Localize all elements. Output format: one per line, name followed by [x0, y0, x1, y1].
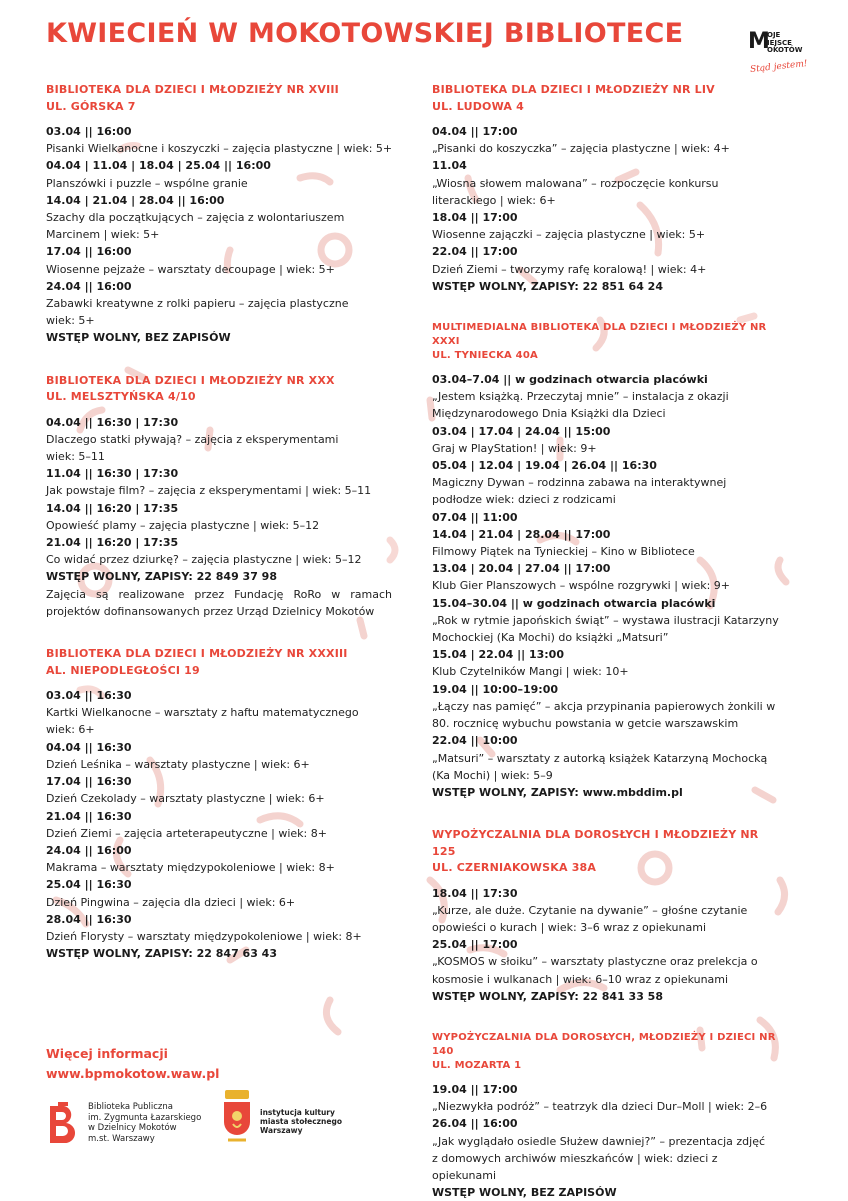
event-description: „Pisanki do koszyczka” – zajęcia plastyczne | wiek: 4+	[432, 142, 730, 156]
library-section	[46, 373, 392, 620]
section-gap	[46, 115, 392, 123]
event-date: 28.04 || 16:30	[46, 912, 132, 926]
section-spacer	[432, 295, 778, 321]
library-name-line: w Dzielnicy Mokotów	[88, 1123, 177, 1133]
event-description: „KOSMOS w słoiku” – warsztaty plastyczne oraz prelekcja o	[432, 955, 758, 969]
event-description: Pisanki Wielkanocne i koszyczki – zajęcia plastyczne | wiek: 5+	[46, 142, 393, 156]
logo-letter-m: M	[748, 29, 770, 54]
section-gap	[432, 363, 778, 371]
warsaw-crest-icon	[222, 1088, 252, 1146]
page-title: KWIECIEŃ W MOKOTOWSKIEJ BIBLIOTECE	[46, 18, 684, 49]
library-name-line: m.st. Warszawy	[88, 1133, 155, 1144]
library-section	[432, 82, 778, 295]
section-gap	[46, 679, 392, 687]
event-description: (Ka Mochi) | wiek: 5–9	[432, 768, 553, 782]
event-date: 25.04 || 17:00	[432, 938, 518, 952]
event-description: wiek: 5–11	[46, 450, 105, 464]
library-section	[46, 646, 392, 962]
event-date: 14.04 | 21.04 | 28.04 || 17:00	[432, 527, 611, 541]
warsaw-text-line: instytucja kultury	[260, 1108, 335, 1117]
library-b-icon	[46, 1100, 80, 1146]
event-description: Dzień Ziemi – zajęcia arteterapeutyczne | wiek: 8+	[46, 826, 327, 840]
right-column	[432, 82, 778, 1201]
event-description: Jak powstaje film? – zajęcia z eksperymentami | wiek: 5–11	[46, 484, 372, 498]
section-gap	[432, 1073, 778, 1081]
section-address: UL. GÓRSKA 7	[46, 99, 136, 113]
warsaw-institution-text	[260, 1108, 342, 1135]
event-description: Dzień Florysty – warsztaty międzypokoleniowe | wiek: 8+	[46, 929, 362, 943]
event-description: Makrama – warsztaty międzypokoleniowe | wiek: 8+	[46, 861, 335, 875]
event-date: 22.04 || 10:00	[432, 734, 518, 748]
event-description: Wiosenne pejzaże – warsztaty decoupage | wiek: 5+	[46, 262, 335, 276]
event-date: 18.04 || 17:00	[432, 211, 518, 225]
entry-info: WSTĘP WOLNY, ZAPISY: 22 849 37 98	[46, 570, 277, 584]
event-date: 19.04 || 17:00	[432, 1083, 518, 1097]
library-logo	[46, 1098, 216, 1148]
event-description: Marcinem | wiek: 5+	[46, 228, 160, 242]
more-info-title: Więcej informacji	[46, 1046, 168, 1061]
event-description: Wiosenne zajączki – zajęcia plastyczne | wiek: 5+	[432, 228, 706, 242]
event-description: „Jestem książką. Przeczytaj mnie” – instalacja z okazji	[432, 390, 729, 404]
event-description: opiekunami	[432, 1169, 497, 1183]
entry-info: WSTĘP WOLNY, ZAPISY: 22 847 63 43	[46, 947, 277, 961]
section-spacer	[432, 801, 778, 827]
event-date: 03.04–7.04 || w godzinach otwarcia placówki	[432, 373, 708, 387]
entry-info: WSTĘP WOLNY, BEZ ZAPISÓW	[432, 1186, 617, 1200]
website-link[interactable]: www.bpmokotow.waw.pl	[46, 1066, 220, 1081]
event-description: Klub Gier Planszowych – wspólne rozgrywki | wiek: 9+	[432, 579, 731, 593]
warsaw-institution-logo	[222, 1088, 362, 1148]
section-address: UL. MELSZTYŃSKA 4/10	[46, 390, 196, 404]
event-date: 25.04 || 16:30	[46, 878, 132, 892]
section-address: UL. MOZARTA 1	[432, 1060, 522, 1072]
event-description: „Kurze, ale duże. Czytanie na dywanie” – głośne czytanie	[432, 903, 748, 917]
event-date: 05.04 | 12.04 | 19.04 | 26.04 || 16:30	[432, 459, 657, 473]
event-date: 04.04 || 16:30	[46, 740, 132, 754]
section-address: UL. CZERNIAKOWSKA 38A	[432, 861, 597, 875]
library-name-line: im. Zygmunta Łazarskiego	[88, 1112, 202, 1123]
event-description: Szachy dla początkujących – zajęcia z wolontariuszem	[46, 211, 345, 225]
event-description: „Jak wyglądało osiedle Służew dawniej?” – prezentacja zdjęć	[432, 1134, 766, 1148]
section-spacer	[46, 620, 392, 646]
event-description: wiek: 5+	[46, 314, 95, 328]
library-section	[432, 827, 778, 1005]
event-date: 03.04 | 17.04 | 24.04 || 15:00	[432, 424, 611, 438]
event-description: Dlaczego statki pływają? – zajęcia z eksperymentami	[46, 432, 339, 446]
funding-note: Zajęcia są realizowane przez Fundację RoRo w ramach projektów dofinansowanych przez Urząd Dzielnicy Mokotów	[46, 587, 392, 618]
event-date: 15.04 | 22.04 || 13:00	[432, 648, 564, 662]
entry-info: WSTĘP WOLNY, ZAPISY: 22 851 64 24	[432, 279, 663, 293]
event-date: 04.04 | 11.04 | 18.04 | 25.04 || 16:00	[46, 159, 271, 173]
event-description: podłodze wiek: dzieci z rodzicami	[432, 493, 616, 507]
section-title: BIBLIOTEKA DLA DZIECI I MŁODZIEŻY NR LIV	[432, 83, 715, 96]
event-description: Co widać przez dziurkę? – zajęcia plastyczne | wiek: 5–12	[46, 553, 362, 567]
event-description: Dzień Czekolady – warsztaty plastyczne | wiek: 6+	[46, 792, 325, 806]
event-description: Filmowy Piątek na Tynieckiej – Kino w Bibliotece	[432, 545, 695, 559]
event-date: 13.04 | 20.04 | 27.04 || 17:00	[432, 562, 611, 576]
section-title: WYPOŻYCZALNIA DLA DOROSŁYCH I MŁODZIEŻY NR 125	[432, 828, 759, 858]
logo-slogan: Stąd jestem!	[749, 59, 808, 75]
library-section	[432, 321, 778, 801]
event-date: 21.04 || 16:20 | 17:35	[46, 536, 179, 550]
event-description: „Łączy nas pamięć” – akcja przypinania papierowych żonkili w	[432, 699, 776, 713]
section-gap	[46, 406, 392, 414]
event-description: 80. rocznicę wybuchu powstania w getcie warszawskim	[432, 717, 739, 731]
section-spacer	[432, 1005, 778, 1031]
logo-line: OJE	[767, 31, 781, 39]
event-description: Graj w PlayStation! | wiek: 9+	[432, 441, 597, 455]
warsaw-text-line: Warszawy	[260, 1126, 303, 1135]
event-description: Kartki Wielkanocne – warsztaty z haftu matematycznego	[46, 706, 359, 720]
logo-lines	[767, 32, 802, 55]
library-section	[432, 1031, 778, 1201]
event-date: 19.04 || 10:00–19:00	[432, 682, 559, 696]
library-name	[88, 1102, 201, 1144]
event-date: 03.04 || 16:30	[46, 689, 132, 703]
event-date: 03.04 || 16:00	[46, 125, 132, 138]
warsaw-text-line: miasta stołecznego	[260, 1117, 342, 1126]
event-description: Magiczny Dywan – rodzinna zabawa na interaktywnej	[432, 476, 727, 490]
event-date: 22.04 || 17:00	[432, 245, 518, 259]
event-description: Opowieść plamy – zajęcia plastyczne | wiek: 5–12	[46, 518, 320, 532]
section-gap	[432, 115, 778, 123]
event-description: Dzień Leśnika – warsztaty plastyczne | wiek: 6+	[46, 757, 310, 771]
event-description: opowieści o kurach | wiek: 3–6 wraz z opiekunami	[432, 921, 707, 935]
event-date: 07.04 || 11:00	[432, 510, 518, 524]
event-date: 11.04 || 16:30 | 17:30	[46, 467, 179, 481]
event-date: 04.04 || 17:00	[432, 125, 518, 138]
section-title: BIBLIOTEKA DLA DZIECI I MŁODZIEŻY NR XXX	[46, 373, 335, 387]
event-description: Mochockiej (Ka Mochi) do książki „Matsuri”	[432, 631, 669, 645]
event-description: literackiego | wiek: 6+	[432, 193, 556, 207]
event-description: „Niezwykła podróż” – teatrzyk dla dzieci Dur–Moll | wiek: 2–6	[432, 1100, 768, 1114]
event-date: 21.04 || 16:30	[46, 809, 132, 823]
section-address: AL. NIEPODLEGŁOŚCI 19	[46, 663, 200, 677]
section-gap	[432, 877, 778, 885]
event-date: 11.04	[432, 159, 467, 173]
event-date: 24.04 || 16:00	[46, 843, 132, 857]
event-description: z domowych archiwów mieszkańców | wiek: dzieci z	[432, 1151, 718, 1165]
logo-line: OKOTÓW	[767, 46, 803, 54]
event-description: „Matsuri” – warsztaty z autorką książek Katarzyną Mochocką	[432, 751, 768, 765]
more-info	[46, 1044, 219, 1084]
event-description: Klub Czytelników Mangi | wiek: 10+	[432, 665, 629, 679]
event-date: 26.04 || 16:00	[432, 1117, 518, 1131]
event-description: Dzień Pingwina – zajęcia dla dzieci | wiek: 6+	[46, 895, 296, 909]
section-title: WYPOŻYCZALNIA DLA DOROSŁYCH, MŁODZIEŻY I DZIECI NR 140	[432, 1032, 776, 1058]
event-description: wiek: 6+	[46, 723, 95, 737]
section-address: UL. TYNIECKA 40A	[432, 350, 538, 362]
entry-info: WSTĘP WOLNY, ZAPISY: 22 841 33 58	[432, 989, 663, 1003]
event-date: 14.04 | 21.04 | 28.04 || 16:00	[46, 193, 225, 207]
section-title: MULTIMEDIALNA BIBLIOTEKA DLA DZIECI I MŁODZIEŻY NR XXXI	[432, 322, 767, 348]
event-date: 17.04 || 16:00	[46, 245, 132, 259]
event-date: 17.04 || 16:30	[46, 775, 132, 789]
library-section	[46, 82, 392, 347]
entry-info: WSTĘP WOLNY, ZAPISY: www.mbddim.pl	[432, 785, 683, 799]
section-address: UL. LUDOWA 4	[432, 99, 525, 113]
event-description: Międzynarodowego Dnia Książki dla Dzieci	[432, 407, 666, 421]
event-date: 15.04–30.04 || w godzinach otwarcia placówki	[432, 596, 716, 610]
entry-info: WSTĘP WOLNY, BEZ ZAPISÓW	[46, 331, 231, 345]
event-date: 04.04 || 16:30 | 17:30	[46, 415, 179, 429]
event-description: „Wiosna słowem malowana” – rozpoczęcie konkursu	[432, 176, 719, 190]
library-name-line: Biblioteka Publiczna	[88, 1102, 173, 1112]
left-column	[46, 82, 392, 962]
section-title: BIBLIOTEKA DLA DZIECI I MŁODZIEŻY NR XVIII	[46, 83, 339, 96]
event-description: „Rok w rytmie japońskich świąt” – wystawa ilustracji Katarzyny	[432, 613, 779, 627]
logo-line: IEJSCE	[767, 38, 792, 47]
section-title: BIBLIOTEKA DLA DZIECI I MŁODZIEŻY NR XXXIII	[46, 647, 348, 661]
event-description: Dzień Ziemi – tworzymy rafę koralową! | wiek: 4+	[432, 262, 707, 276]
event-date: 24.04 || 16:00	[46, 279, 132, 293]
event-description: Planszówki i puzzle – wspólne granie	[46, 176, 248, 190]
moje-miejsce-mokotow-logo	[748, 28, 810, 78]
section-spacer	[46, 347, 392, 373]
event-date: 18.04 || 17:30	[432, 886, 518, 900]
event-description: Zabawki kreatywne z rolki papieru – zajęcia plastyczne	[46, 297, 349, 311]
event-description: kosmosie i wulkanach | wiek: 6–10 wraz z opiekunami	[432, 972, 729, 986]
event-date: 14.04 || 16:20 | 17:35	[46, 501, 179, 515]
